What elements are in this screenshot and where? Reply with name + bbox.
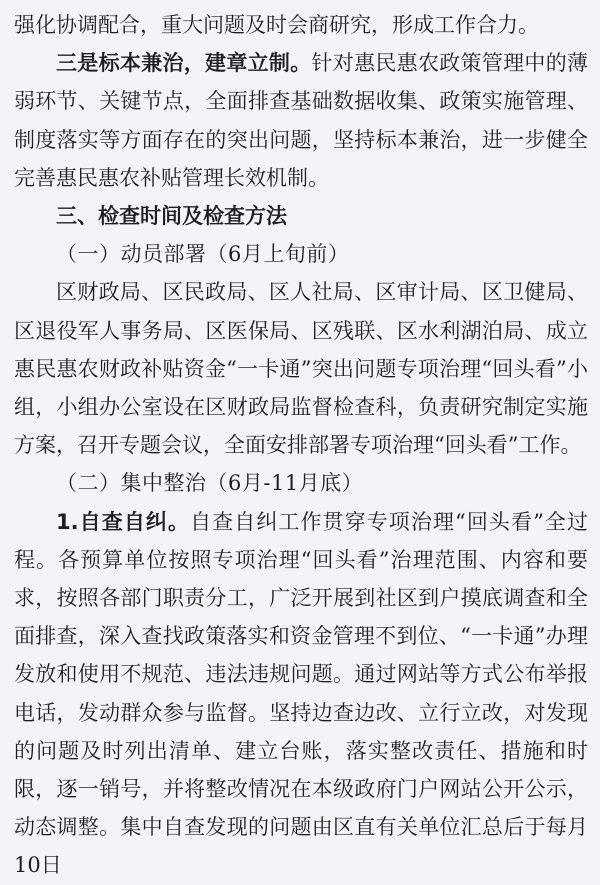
paragraph-text: 针对惠民惠农政策管理中的薄弱环节、关键节点，全面排查基础数据收集、政策实施管理、制度落实等方面存在的突出问题，坚持标本兼治，进一步健全完善惠民惠农补贴管理长效机制。 [14,51,588,190]
section-heading [14,197,588,235]
subsection-title: （二）集中整治（6月-11月底） [56,471,364,496]
subsection-heading [14,464,588,502]
paragraph-lead: 1.自查自纠。 [56,509,191,534]
paragraph-text: 自查自纠工作贯穿专项治理“回头看”全过程。各预算单位按照专项治理“回头看”治理范围、内容和要求，按照各部门职责分工，广泛开展到社区到户摸底调查和全面排查，深入查找政策落实和资金管理不到位、“一卡通”办理发放和使用不规范、违法违规问题。通过网站等方式公布举报电话，发动群众参与监督。坚持边查边改、立行立改，对发现的问题及时列出清单、建立台账，落实整改责任、措施和时限，逐一销号，并将整改情况在本级政府门户网站公开公示，动态调整。集中自查发现的问题由区直有关单位汇总后于每月10日 [14,509,588,878]
paragraph-standardization [14,44,588,197]
paragraph-text: 区财政局、区民政局、区人社局、区审计局、区卫健局、区退役军人事务局、区医保局、区残联、区水利湖泊局、成立惠民惠农财政补贴资金“一卡通”突出问题专项治理“回头看”小组，小组办公室设在区财政局监督检查科，负责研究制定实施方案，召开专题会议，全面安排部署专项治理“回头看”工作。 [14,280,588,458]
paragraph-continuation [14,6,588,44]
subsection-heading [14,235,588,273]
paragraph-mobilization [14,273,588,464]
subsection-title: （一）动员部署（6月上旬前） [56,242,350,267]
paragraph-text: 强化协调配合，重大问题及时会商研究，形成工作合力。 [14,13,539,37]
paragraph-lead: 三是标本兼治，建章立制。 [56,51,312,76]
section-title: 三、检查时间及检查方法 [56,204,287,229]
paragraph-self-inspection [14,503,588,885]
